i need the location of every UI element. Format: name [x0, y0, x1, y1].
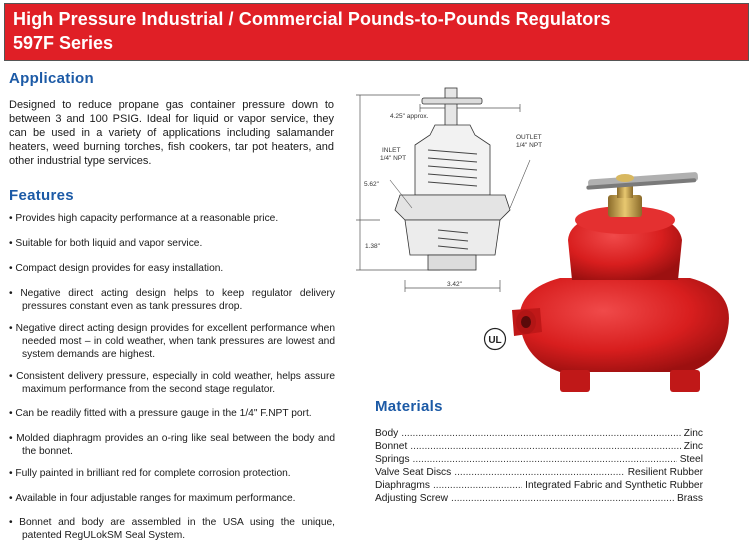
outlet-label: OUTLET	[516, 134, 542, 141]
materials-row	[375, 453, 703, 466]
materials-row	[375, 479, 703, 492]
material-part: Bonnet	[375, 441, 408, 452]
material-part: Valve Seat Discs	[375, 467, 452, 478]
outlet-size-label: 1/4" NPT	[516, 142, 543, 149]
inlet-label: INLET	[382, 147, 401, 154]
dim-top-label: 4.25" approx.	[390, 113, 429, 120]
feature-item: • Negative direct acting design provides for excellent performance when needed most – in cold weather, when tank pressures are lowest and system demands are highest.	[9, 322, 335, 361]
feature-item: • Available in four adjustable ranges for maximum performance.	[9, 492, 335, 505]
material-value: Zinc	[683, 441, 703, 452]
page-subtitle: 597F Series	[13, 33, 114, 53]
material-part: Springs	[375, 454, 410, 465]
page-title: High Pressure Industrial / Commercial Pounds-to-Pounds Regulators	[13, 9, 611, 29]
material-part: Body	[375, 428, 399, 439]
dim-height-label: 5.62"	[364, 181, 379, 188]
feature-item: • Provides high capacity performance at a reasonable price.	[9, 212, 335, 225]
material-part: Diaphragms	[375, 480, 430, 491]
material-value: Steel	[679, 454, 703, 465]
feature-item: • Consistent delivery pressure, especially in cold weather, helps assure maximum performance from the second stage regulator.	[9, 370, 335, 396]
application-heading: Application	[9, 70, 94, 87]
red-regulator-photo	[500, 160, 750, 400]
feature-item: • Can be readily fitted with a pressure gauge in the 1/4" F.NPT port.	[9, 407, 335, 420]
feature-item: • Fully painted in brilliant red for complete corrosion protection.	[9, 467, 335, 480]
feature-item: • Suitable for both liquid and vapor service.	[9, 237, 335, 250]
ul-text: UL	[488, 335, 502, 346]
feature-item: • Compact design provides for easy installation.	[9, 262, 335, 275]
material-value: Integrated Fabric and Synthetic Rubber	[525, 480, 703, 491]
features-heading: Features	[9, 187, 74, 204]
dim-lower-label: 1.38"	[365, 243, 380, 250]
application-text: Designed to reduce propane gas container pressure down to between 3 and 100 PSIG. Ideal for liquid or vapor service, they can be used in a variety of applications including salamander heaters, weed burning torches, fish cookers, tar pot heaters, and other industrial type services.	[9, 99, 334, 167]
materials-row	[375, 427, 703, 440]
materials-row	[375, 440, 703, 453]
materials-row	[375, 492, 703, 505]
materials-row	[375, 466, 703, 479]
material-value: Zinc	[683, 428, 703, 439]
material-value: Brass	[676, 493, 703, 504]
inlet-size-label: 1/4" NPT	[380, 155, 407, 162]
header-banner	[4, 3, 749, 61]
ul-listed-mark	[483, 327, 507, 351]
dim-width-label: 3.42"	[447, 281, 462, 288]
material-value: Resilient Rubber	[627, 467, 703, 478]
materials-heading: Materials	[375, 398, 443, 415]
feature-item: • Molded diaphragm provides an o-ring like seal between the body and the bonnet.	[9, 432, 335, 458]
material-part: Adjusting Screw	[375, 493, 449, 504]
feature-item: • Negative direct acting design helps to keep regulator delivery pressures constant even as tank pressures drop.	[9, 287, 335, 313]
feature-item: • Bonnet and body are assembled in the USA using the unique, patented RegULokSM Seal System.	[9, 516, 335, 542]
